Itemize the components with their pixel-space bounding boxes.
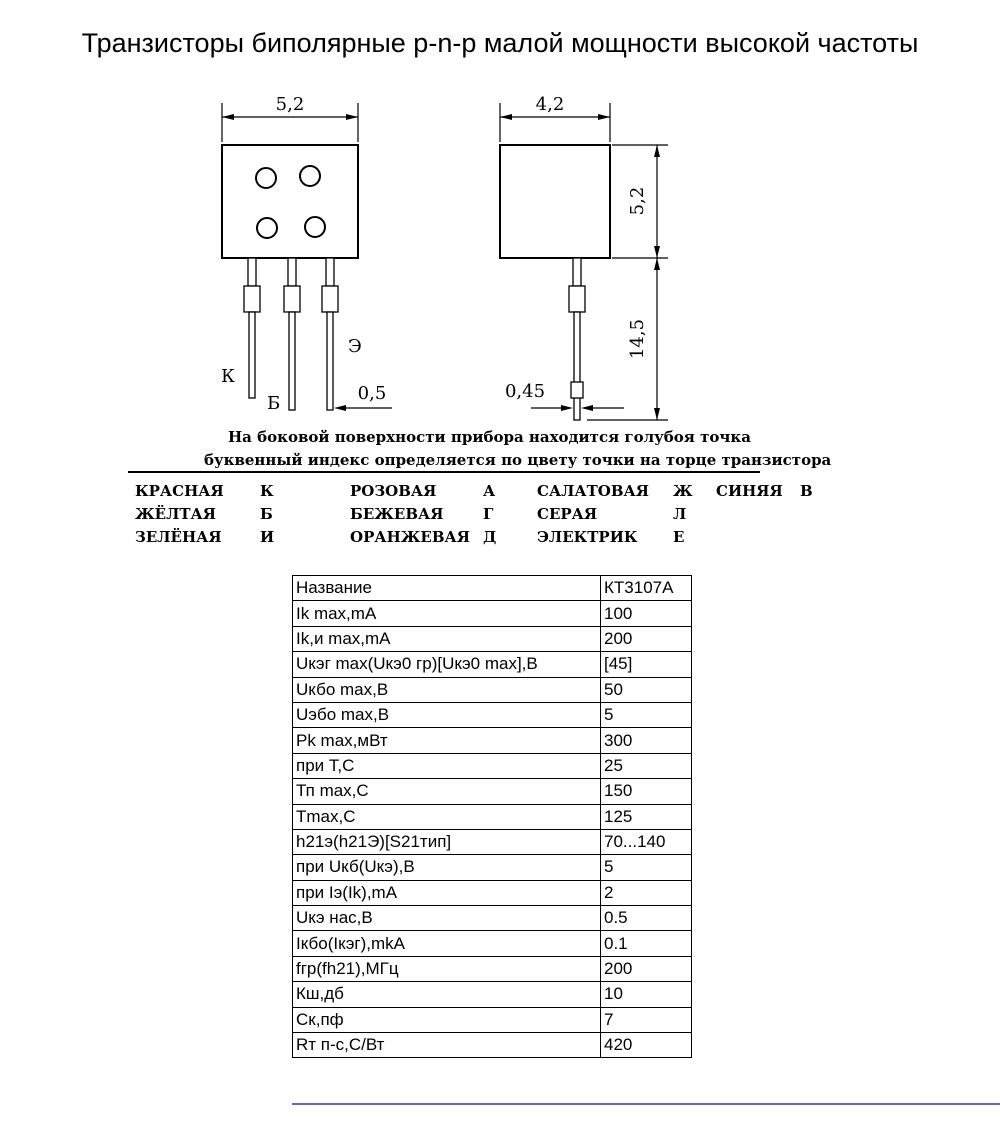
param-value: 200 xyxy=(601,956,692,981)
param-value: 5 xyxy=(601,702,692,727)
bottom-divider xyxy=(292,1103,1000,1105)
color-code-letter xyxy=(800,503,860,526)
notes-underline xyxy=(128,471,760,473)
front-body-holes xyxy=(256,166,325,238)
param-value: 0.5 xyxy=(601,906,692,931)
front-body-outline xyxy=(222,145,358,258)
param-name: Iкбо(Iкэг),mkA xyxy=(293,931,601,956)
front-width-dim-label: 5,2 xyxy=(275,94,305,115)
param-value: 10 xyxy=(601,982,692,1007)
param-value: 420 xyxy=(601,1033,692,1058)
param-row xyxy=(293,576,692,601)
param-row xyxy=(293,779,692,804)
front-view-drawing xyxy=(221,94,392,414)
param-name: Ik,и max,mA xyxy=(293,626,601,651)
color-code-letter: К xyxy=(260,482,274,500)
param-row xyxy=(293,702,692,727)
color-name: СИНЯЯ xyxy=(716,482,783,500)
pin-label-collector: К xyxy=(221,366,235,387)
param-name: при Iэ(Ik),mA xyxy=(293,880,601,905)
pin-label-emitter: Э xyxy=(348,336,362,357)
side-lead-length-dim-label: 14,5 xyxy=(627,318,648,360)
param-value: 7 xyxy=(601,1007,692,1032)
side-body-height-dim-label: 5,2 xyxy=(627,186,648,216)
color-code-letter: И xyxy=(260,528,275,546)
color-name: ЗЕЛЁНАЯ xyxy=(135,528,222,546)
param-value: 200 xyxy=(601,626,692,651)
param-row xyxy=(293,880,692,905)
param-row xyxy=(293,753,692,778)
param-name: fгр(fh21),МГц xyxy=(293,956,601,981)
color-name: БЕЖЕВАЯ xyxy=(350,505,444,523)
param-value: 150 xyxy=(601,779,692,804)
color-name: РОЗОВАЯ xyxy=(350,482,437,500)
param-row xyxy=(293,804,692,829)
color-code-letter: Ж xyxy=(673,482,693,500)
color-code-letter: А xyxy=(483,482,496,500)
color-name: САЛАТОВАЯ xyxy=(537,482,649,500)
param-row xyxy=(293,601,692,626)
param-value: 100 xyxy=(601,601,692,626)
side-lead-width-dim-label: 0,45 xyxy=(504,381,546,402)
param-value: 5 xyxy=(601,855,692,880)
param-name: при Т,С xyxy=(293,753,601,778)
param-row xyxy=(293,855,692,880)
params-table xyxy=(292,575,692,1058)
front-lead-thickness-dim-label: 0,5 xyxy=(357,383,387,404)
color-code-letter: Л xyxy=(673,505,687,523)
param-row xyxy=(293,652,692,677)
page-title: Транзисторы биполярные p-n-p малой мощности высокой частоты xyxy=(81,28,919,58)
param-row xyxy=(293,728,692,753)
param-value: 0.1 xyxy=(601,931,692,956)
param-name: Uкбо max,В xyxy=(293,677,601,702)
param-name: Uэбо max,В xyxy=(293,702,601,727)
note-letter-index: буквенный индекс определяется по цвету точки на торце транзистора xyxy=(204,451,832,469)
param-value: КТ3107А xyxy=(601,576,692,601)
package-drawing xyxy=(0,0,1000,475)
param-row xyxy=(293,1033,692,1058)
side-lead xyxy=(569,258,585,420)
param-name: Uкэг max(Uкэ0 гр)[Uкэ0 max],В xyxy=(293,652,601,677)
param-value: 125 xyxy=(601,804,692,829)
param-row xyxy=(293,931,692,956)
color-code-letter: Е xyxy=(673,528,685,546)
param-row xyxy=(293,677,692,702)
param-value: 50 xyxy=(601,677,692,702)
color-name: ЖЁЛТАЯ xyxy=(135,505,216,523)
param-name: Pk max,мВт xyxy=(293,728,601,753)
param-value: 300 xyxy=(601,728,692,753)
param-value: 70...140 xyxy=(601,829,692,854)
param-row xyxy=(293,1007,692,1032)
param-row xyxy=(293,829,692,854)
param-row xyxy=(293,956,692,981)
param-value: 25 xyxy=(601,753,692,778)
color-name xyxy=(716,526,800,549)
params-table-body xyxy=(293,576,692,1058)
color-code-letter: Б xyxy=(260,505,273,523)
param-row xyxy=(293,982,692,1007)
side-body-outline xyxy=(500,145,610,258)
color-name: КРАСНАЯ xyxy=(135,482,224,500)
color-code-letter: В xyxy=(800,482,813,500)
color-code-letter: Г xyxy=(483,505,494,523)
front-leads xyxy=(244,258,338,410)
color-code-table xyxy=(135,480,860,549)
param-name: при Uкб(Uкэ),В xyxy=(293,855,601,880)
color-code-letter xyxy=(800,526,860,549)
param-row xyxy=(293,626,692,651)
color-code-letter: Д xyxy=(483,528,497,546)
color-name: ОРАНЖЕВАЯ xyxy=(350,528,470,546)
param-name: Ск,пф xyxy=(293,1007,601,1032)
side-width-dim-label: 4,2 xyxy=(535,94,565,115)
color-name xyxy=(716,503,800,526)
pin-label-base: Б xyxy=(267,393,281,414)
color-name: ЭЛЕКТРИК xyxy=(537,528,638,546)
param-name: h21э(h21Э)[S21тип] xyxy=(293,829,601,854)
param-name: Rт п-с,С/Вт xyxy=(293,1033,601,1058)
param-name: Tmax,С xyxy=(293,804,601,829)
param-row xyxy=(293,906,692,931)
note-color-dot: На боковой поверхности прибора находится голубоя точка xyxy=(228,428,751,446)
param-name: Тп max,С xyxy=(293,779,601,804)
param-value: 2 xyxy=(601,880,692,905)
param-name: Кш,дб xyxy=(293,982,601,1007)
color-name: СЕРАЯ xyxy=(537,505,598,523)
param-name: Название xyxy=(293,576,601,601)
param-name: Uкэ нас,В xyxy=(293,906,601,931)
side-view-drawing xyxy=(500,94,668,420)
param-name: Ik max,mA xyxy=(293,601,601,626)
param-value: [45] xyxy=(601,652,692,677)
